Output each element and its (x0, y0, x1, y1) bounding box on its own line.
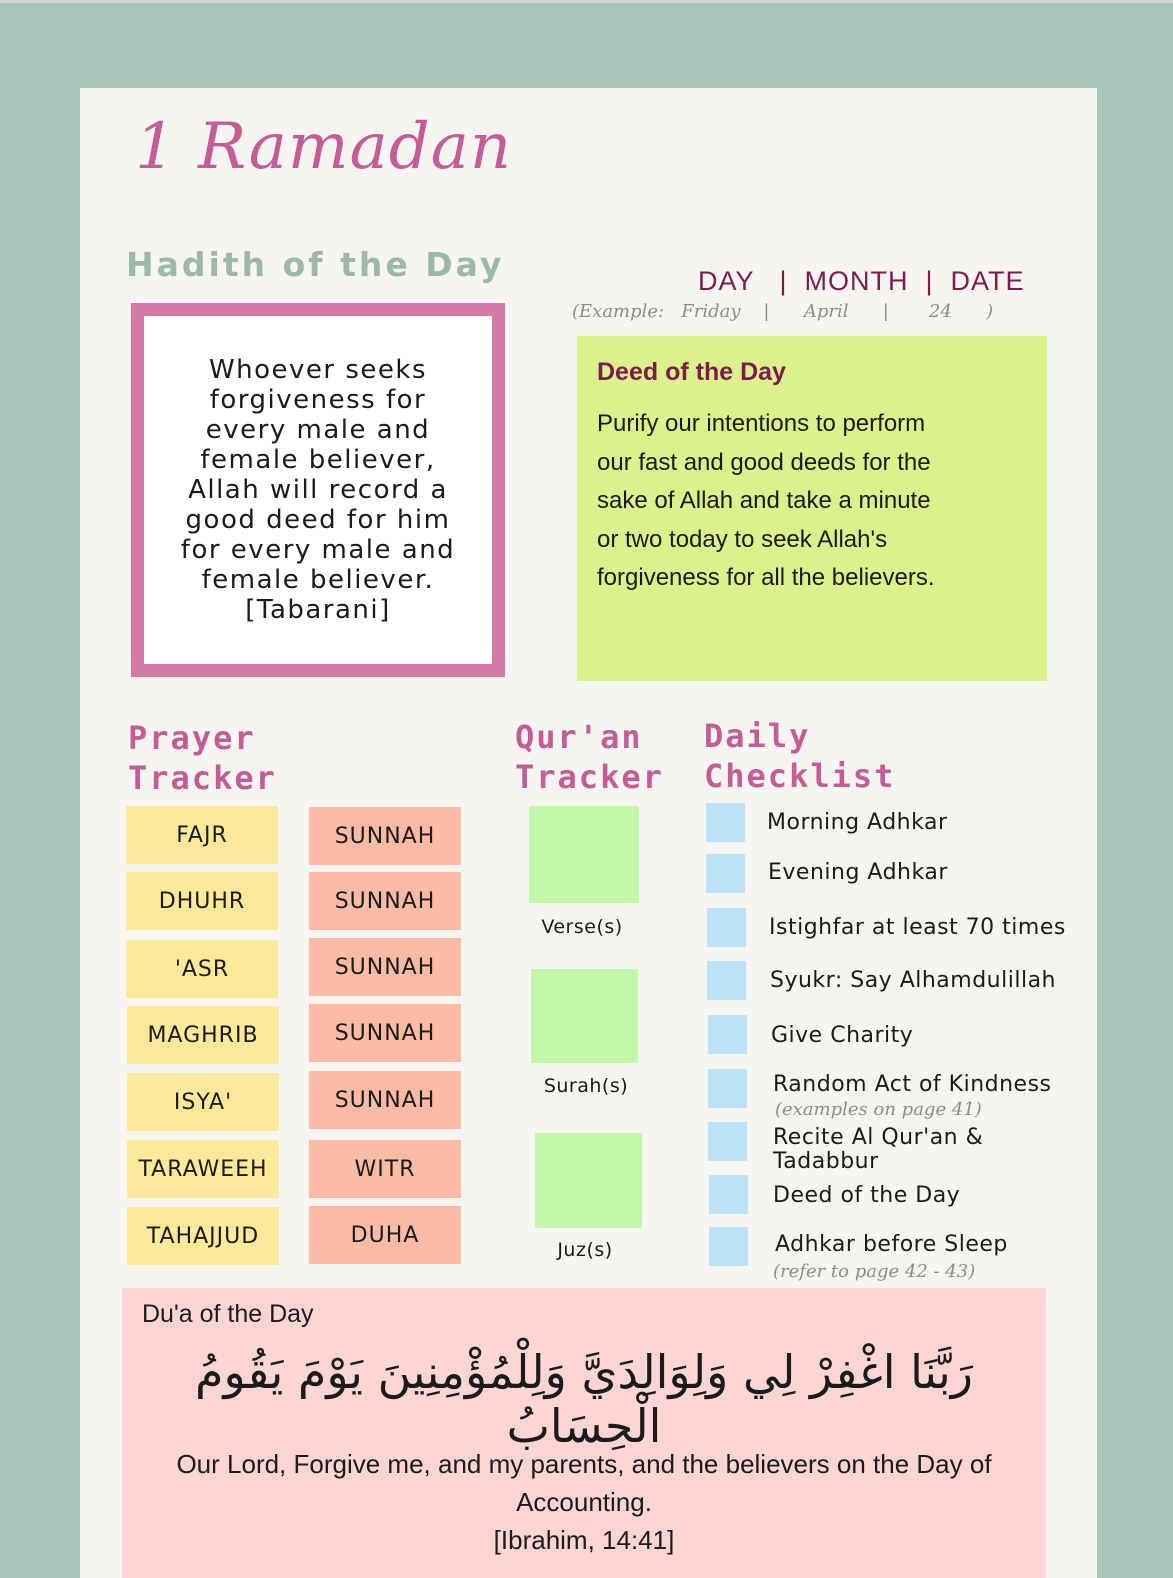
dua-heading: Du'a of the Day (142, 1300, 314, 1328)
prayer-duha[interactable]: DUHA (309, 1206, 461, 1264)
deed-heading: Deed of the Day (597, 358, 786, 386)
quran-surah-label: Surah(s) (543, 1075, 629, 1097)
prayer-fajr[interactable]: FAJR (126, 806, 278, 864)
prayer-sunnah-2[interactable]: SUNNAH (309, 872, 461, 930)
checklist-item-label: Syukr: Say Alhamdulillah (770, 968, 1056, 993)
checkbox-istighfar[interactable] (707, 908, 746, 947)
dua-reference: [Ibrahim, 14:41] (493, 1525, 675, 1555)
deed-box (577, 336, 1047, 681)
prayer-asr[interactable]: 'ASR (126, 940, 278, 998)
quran-surah-box[interactable] (531, 969, 638, 1063)
checklist-item-label: Recite Al Qur'an & (773, 1125, 984, 1150)
checklist-item-label: Give Charity (771, 1023, 914, 1048)
page-title: 1 Ramadan (135, 110, 513, 184)
checkbox-morning-adhkar[interactable] (706, 803, 745, 842)
hadith-text: Whoever seeks forgiveness for every male and female believer, Allah will record a good deed for him for every male and female believer. [Tabarani] (180, 355, 456, 625)
prayer-dhuhr[interactable]: DHUHR (126, 872, 278, 930)
checklist-item-label: Tadabbur (773, 1149, 879, 1174)
quran-verse-box[interactable] (529, 806, 639, 903)
checklist-item-label: Random Act of Kindness (773, 1072, 1052, 1097)
checkbox-charity[interactable] (708, 1015, 747, 1054)
prayer-isya[interactable]: ISYA' (127, 1073, 279, 1131)
checkbox-recite-quran[interactable] (708, 1122, 747, 1161)
dua-translation (122, 1445, 1046, 1559)
quran-verse-label: Verse(s) (541, 916, 623, 938)
prayer-sunnah-5[interactable]: SUNNAH (309, 1071, 461, 1129)
date-example: (Example: Friday | April | 24 ) (572, 301, 994, 322)
date-labels: DAY | MONTH | DATE (698, 266, 1025, 296)
checklist-note: (refer to page 42 - 43) (773, 1261, 976, 1282)
quran-tracker-heading: Qur'an Tracker (515, 718, 664, 796)
quran-juz-label: Juz(s) (557, 1239, 613, 1261)
checkbox-syukr[interactable] (707, 961, 746, 1000)
dua-arabic: رَبَّنَا اغْفِرْ لِي وَلِوَالِدَيَّ وَلِلْمُؤْمِنِينَ يَوْمَ يَقُومُ الْحِسَابُ (194, 1345, 974, 1453)
prayer-taraweeh[interactable]: TARAWEEH (127, 1140, 279, 1198)
hadith-box (131, 303, 505, 677)
prayer-tahajjud[interactable]: TAHAJJUD (127, 1207, 279, 1265)
checklist-item-label: Adhkar before Sleep (775, 1232, 1008, 1257)
dua-translation-line-2: Accounting. (516, 1487, 652, 1517)
deed-text: Purify our intentions to perform our fast and good deeds for the sake of Allah and take a minute or two today to seek Allah's forgiveness for all the believers. (597, 410, 935, 591)
prayer-witr[interactable]: WITR (309, 1140, 461, 1198)
checkbox-kindness[interactable] (708, 1069, 747, 1108)
prayer-maghrib[interactable]: MAGHRIB (127, 1006, 279, 1064)
checklist-item-label: Morning Adhkar (767, 810, 948, 835)
top-border (0, 0, 1173, 3)
checklist-item-label: Deed of the Day (773, 1183, 961, 1208)
prayer-sunnah-1[interactable]: SUNNAH (309, 807, 461, 865)
checkbox-adhkar-sleep[interactable] (709, 1227, 748, 1266)
prayer-sunnah-3[interactable]: SUNNAH (309, 938, 461, 996)
quran-juz-box[interactable] (535, 1133, 642, 1228)
checklist-item-label: Istighfar at least 70 times (769, 915, 1066, 940)
hadith-heading: Hadith of the Day (126, 245, 505, 284)
checkbox-evening-adhkar[interactable] (706, 854, 745, 893)
checklist-item-label: Evening Adhkar (768, 860, 948, 885)
dua-translation-line-1: Our Lord, Forgive me, and my parents, and the believers on the Day of (176, 1449, 992, 1479)
checklist-heading: Daily Checklist (704, 717, 896, 795)
checklist-note: (examples on page 41) (775, 1099, 982, 1120)
prayer-sunnah-4[interactable]: SUNNAH (309, 1004, 461, 1062)
prayer-tracker-heading: Prayer Tracker (128, 719, 277, 797)
checkbox-deed-of-day[interactable] (709, 1175, 748, 1214)
